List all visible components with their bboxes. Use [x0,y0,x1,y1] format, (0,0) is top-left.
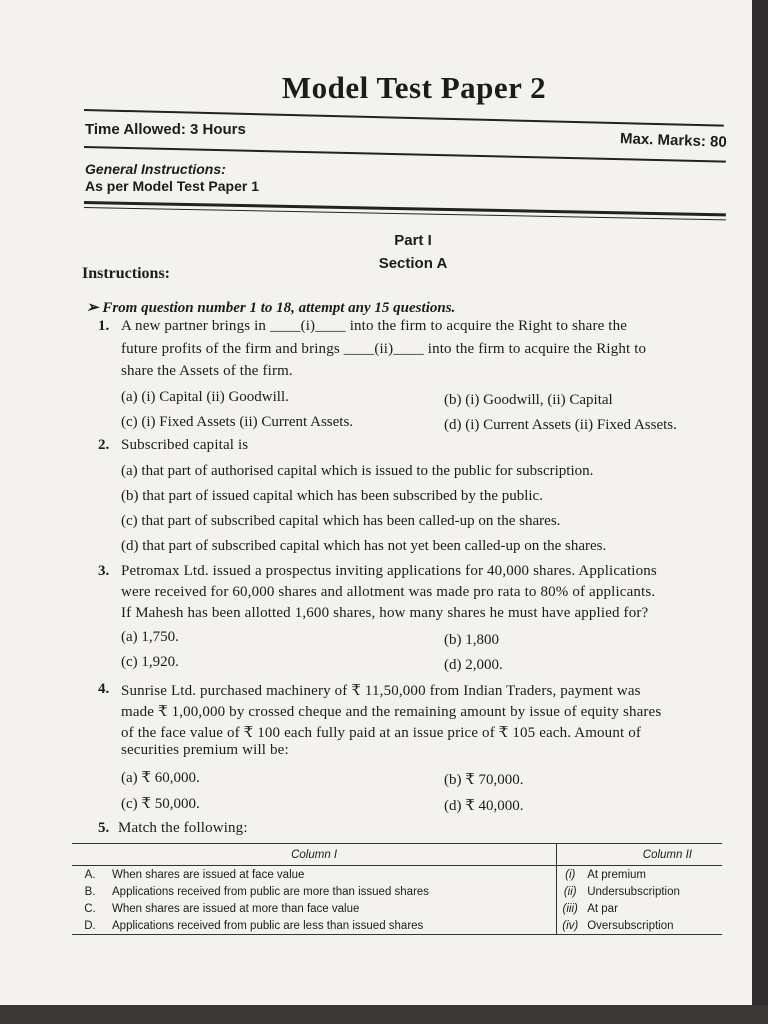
attempt-instruction: ➢ From question number 1 to 18, attempt any 15 questions. [86,300,456,316]
option-b: (b) (i) Goodwill, (ii) Capital [444,392,613,408]
question-text-line: Match the following: [118,820,248,836]
question-text-line: future profits of the firm and brings ____(ii)____ into the firm to acquire the Right to [121,341,647,357]
background-edge-right [752,0,768,1024]
option-a: (a) that part of authorised capital which is issued to the public for subscription. [121,463,594,479]
option-c: (c) 1,920. [121,654,179,670]
question-text-line: Subscribed capital is [121,437,249,453]
max-marks: Max. Marks: 80 [619,130,727,151]
option-d: (d) (i) Current Assets (ii) Fixed Assets. [444,417,677,433]
general-instructions-text: As per Model Test Paper 1 [85,178,260,194]
match-table-header [72,844,722,866]
question-text-line: share the Assets of the firm. [121,363,293,379]
option-c: (c) (i) Fixed Assets (ii) Current Assets. [121,414,354,430]
row-answer: At premium [587,868,647,881]
question-text-line: Petromax Ltd. issued a prospectus inviting applications for 40,000 shares. Applications [121,563,657,579]
option-d: (d) that part of subscribed capital which has not yet been called-up on the shares. [121,538,607,554]
paper-title: Model Test Paper 2 [281,70,547,105]
time-allowed: Time Allowed: 3 Hours [85,121,246,138]
match-table [72,843,722,935]
question-text-line: If Mahesh has been allotted 1,600 shares, how many shares he must have applied for? [121,605,649,621]
question-text-line: of the face value of ₹ 100 each fully paid at an issue price of ₹ 105 each. Amount of [121,725,641,741]
option-a: (a) (i) Capital (ii) Goodwill. [121,389,289,405]
question-number: 1. [98,318,110,334]
row-letter: C. [84,902,96,915]
question-text-line: A new partner brings in ____(i)____ into the firm to acquire the Right to share the [121,318,628,334]
column-2-header: Column II [557,844,722,866]
row-roman: (iii) [562,902,578,915]
table-row [72,900,722,917]
option-c: (c) that part of subscribed capital which has been called-up on the shares. [121,513,561,529]
question-number: 5. [98,820,110,836]
column-1-header: Column I [72,844,557,866]
option-c: (c) ₹ 50,000. [121,796,200,812]
question-number: 3. [98,563,110,579]
row-answer: At par [587,902,618,915]
section-heading: Section A [378,255,448,272]
row-roman: (i) [565,868,576,881]
table-row [72,866,722,884]
row-letter: D. [72,917,108,935]
question-text-line: were received for 60,000 shares and allotment was made pro rata to 80% of applicants. [121,584,656,600]
option-d: (d) ₹ 40,000. [444,798,524,814]
table-row [72,917,722,935]
part-heading: Part I [394,232,432,249]
table-row [72,883,722,900]
option-b: (b) 1,800 [444,632,499,648]
row-statement: When shares are issued at more than face value [108,900,557,917]
background-edge-bottom [0,1005,768,1024]
row-roman: (iv) [557,917,584,935]
option-b: (b) that part of issued capital which has been subscribed by the public. [121,488,543,504]
row-statement: Applications received from public are less than issued shares [108,917,557,935]
option-b: (b) ₹ 70,000. [444,772,524,788]
question-text-line: Sunrise Ltd. purchased machinery of ₹ 11,50,000 from Indian Traders, payment was [121,683,641,699]
option-a: (a) ₹ 60,000. [121,770,200,786]
general-instructions-label: General Instructions: [85,161,226,177]
row-statement: Applications received from public are more than issued shares [108,883,557,900]
row-answer: Undersubscription [587,885,680,898]
option-d: (d) 2,000. [444,657,503,673]
question-text-line: securities premium will be: [121,742,289,758]
row-roman: (ii) [563,885,577,898]
question-number: 2. [98,437,110,453]
question-text-line: made ₹ 1,00,000 by crossed cheque and the remaining amount by issue of equity shares [121,704,662,720]
row-letter: B. [84,885,96,898]
option-a: (a) 1,750. [121,629,179,645]
row-letter: A. [84,868,96,881]
row-answer: Oversubscription [583,917,722,935]
row-statement: When shares are issued at face value [108,866,557,884]
question-number: 4. [98,681,110,697]
instructions-label: Instructions: [82,265,171,282]
